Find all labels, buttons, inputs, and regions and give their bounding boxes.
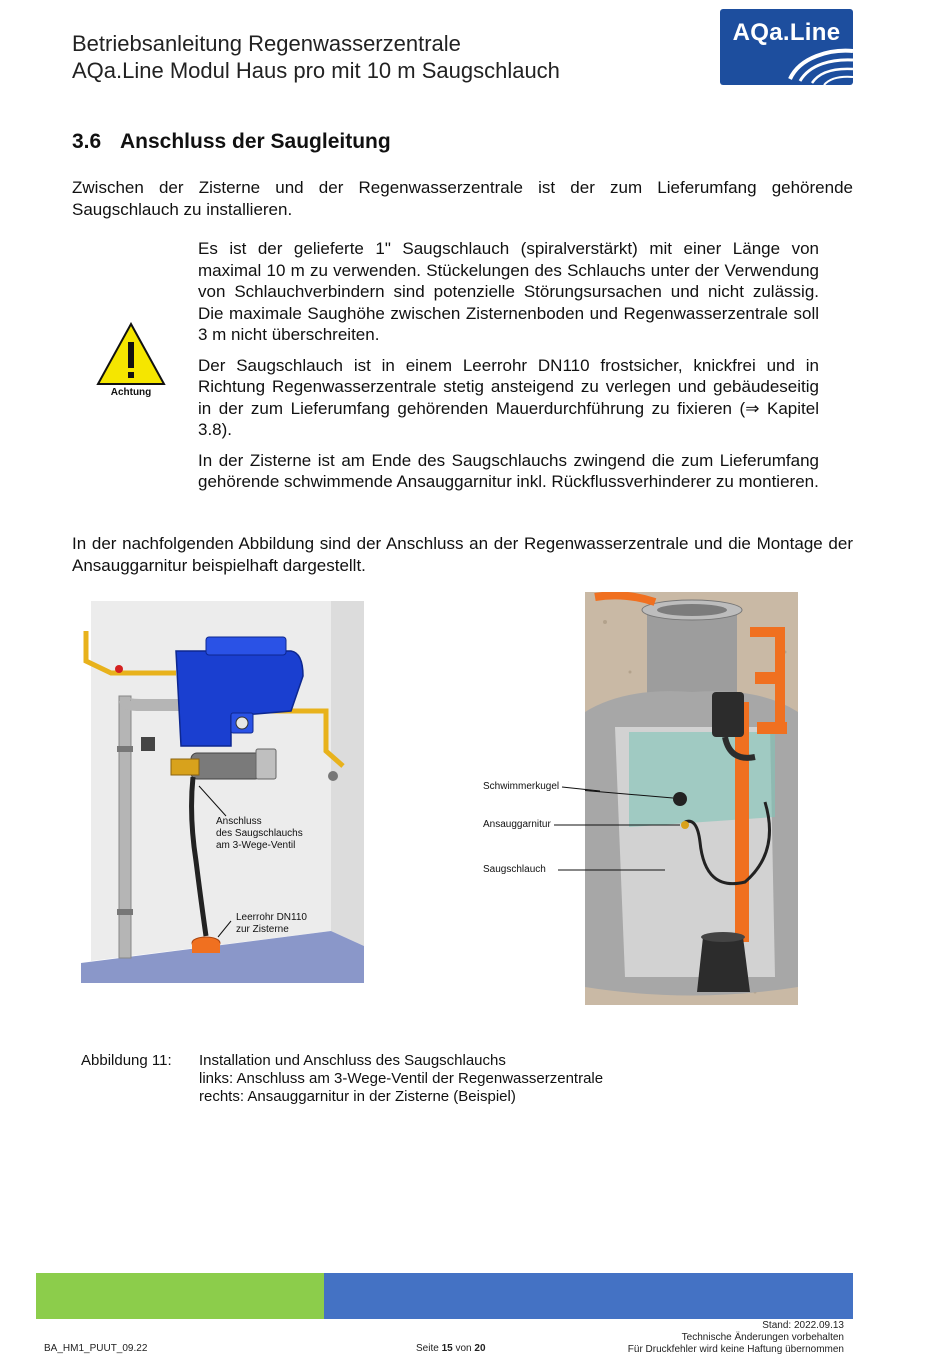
callout-empty-pipe	[236, 912, 307, 936]
section-heading	[72, 130, 391, 154]
page-mid: von	[452, 1343, 475, 1354]
footer-bar-green	[36, 1273, 324, 1319]
rainwater-unit-illustration	[81, 601, 364, 983]
intro-paragraph: Zwischen der Zisterne und der Regenwasserzentrale ist der zum Lieferumfang gehörende Saugschlauch zu installieren.	[72, 178, 853, 219]
warning-paragraph-1: Es ist der gelieferte 1" Saugschlauch (spiralverstärkt) mit einer Länge von maximal 10 m zu verwenden. Stückelungen des Schlauchs unter der Verwendung von Schlauchverbindern sind potenzielle Störungsursachen und nicht zulässig. Die maximale Saughöhe zwischen Zisternenboden und Regenwasserzentrale soll 3 m nicht überschreiten.	[198, 239, 819, 344]
callout-valve-connection	[216, 816, 303, 852]
figure-caption	[199, 1052, 603, 1106]
logo-wordmark: AQa.Line	[732, 19, 841, 46]
callout-suction-hose: Saugschlauch	[483, 864, 546, 875]
footer-note-changes: Technische Änderungen vorbehalten	[681, 1332, 844, 1343]
document-title	[72, 30, 560, 84]
footer-note-liability: Für Druckfehler wird keine Haftung übernommen	[627, 1344, 844, 1355]
callout-pipe-line2: zur Zisterne	[236, 924, 289, 935]
section-number: 3.6	[72, 130, 102, 153]
cistern-illustration	[585, 592, 798, 1005]
figure-left-installation	[81, 601, 364, 983]
callout-leader-lines	[540, 780, 600, 880]
section-title: Anschluss der Saugleitung	[120, 130, 391, 153]
callout-float-ball: Schwimmerkugel	[483, 781, 560, 792]
figure-caption-line1: Installation und Anschluss des Saugschlauchs	[199, 1052, 506, 1069]
footer-doc-code: BA_HM1_PUUT_09.22	[44, 1343, 148, 1354]
document-title-line2: AQa.Line Modul Haus pro mit 10 m Saugschlauch	[72, 58, 560, 83]
callout-pipe-line1: Leerrohr DN110	[236, 912, 307, 923]
company-logo	[720, 9, 853, 85]
callout-intake-assembly: Ansauggarnitur	[483, 819, 551, 830]
footer-page-number	[416, 1343, 486, 1355]
warning-paragraph-3: In der Zisterne ist am Ende des Saugschlauchs zwingend die zum Lieferumfang gehörende schwimmende Ansauggarnitur inkl. Rückflussverhinderer zu montieren.	[198, 450, 819, 491]
figure-caption-label: Abbildung 11:	[81, 1052, 172, 1069]
page-prefix: Seite	[416, 1343, 442, 1354]
callout-valve-line1: Anschluss	[216, 816, 262, 827]
figure-right-cistern	[585, 592, 798, 1005]
footer-bar-blue	[324, 1273, 853, 1319]
figure-caption-line3: rechts: Ansauggarnitur in der Zisterne (Beispiel)	[199, 1088, 516, 1105]
document-title-line1: Betriebsanleitung Regenwasserzentrale	[72, 31, 461, 56]
callout-valve-line3: am 3-Wege-Ventil	[216, 840, 296, 851]
warning-label: Achtung	[110, 387, 152, 398]
figure-intro-paragraph: In der nachfolgenden Abbildung sind der Anschluss an der Regenwasserzentrale und die Montage der Ansauggarnitur beispielhaft dargestellt.	[72, 534, 853, 575]
warning-triangle-icon	[96, 322, 166, 386]
page-current: 15	[441, 1343, 453, 1354]
footer-notes	[628, 1320, 844, 1356]
figure-caption-line2: links: Anschluss am 3-Wege-Ventil der Regenwasserzentrale	[199, 1070, 604, 1087]
page-total: 20	[474, 1343, 486, 1354]
callout-valve-line2: des Saugschlauchs	[216, 828, 303, 839]
footer-stand: Stand: 2022.09.13	[762, 1320, 844, 1331]
warning-paragraph-2: Der Saugschlauch ist in einem Leerrohr DN110 frostsicher, knickfrei und in Richtung Regenwasserzentrale stetig ansteigend zu verlegen und gebäudeseitig in der zum Lieferumfang gehörenden Mauerdurchführung zu fixieren (⇒ Kapitel 3.8).	[198, 355, 819, 439]
warning-text	[198, 238, 819, 502]
